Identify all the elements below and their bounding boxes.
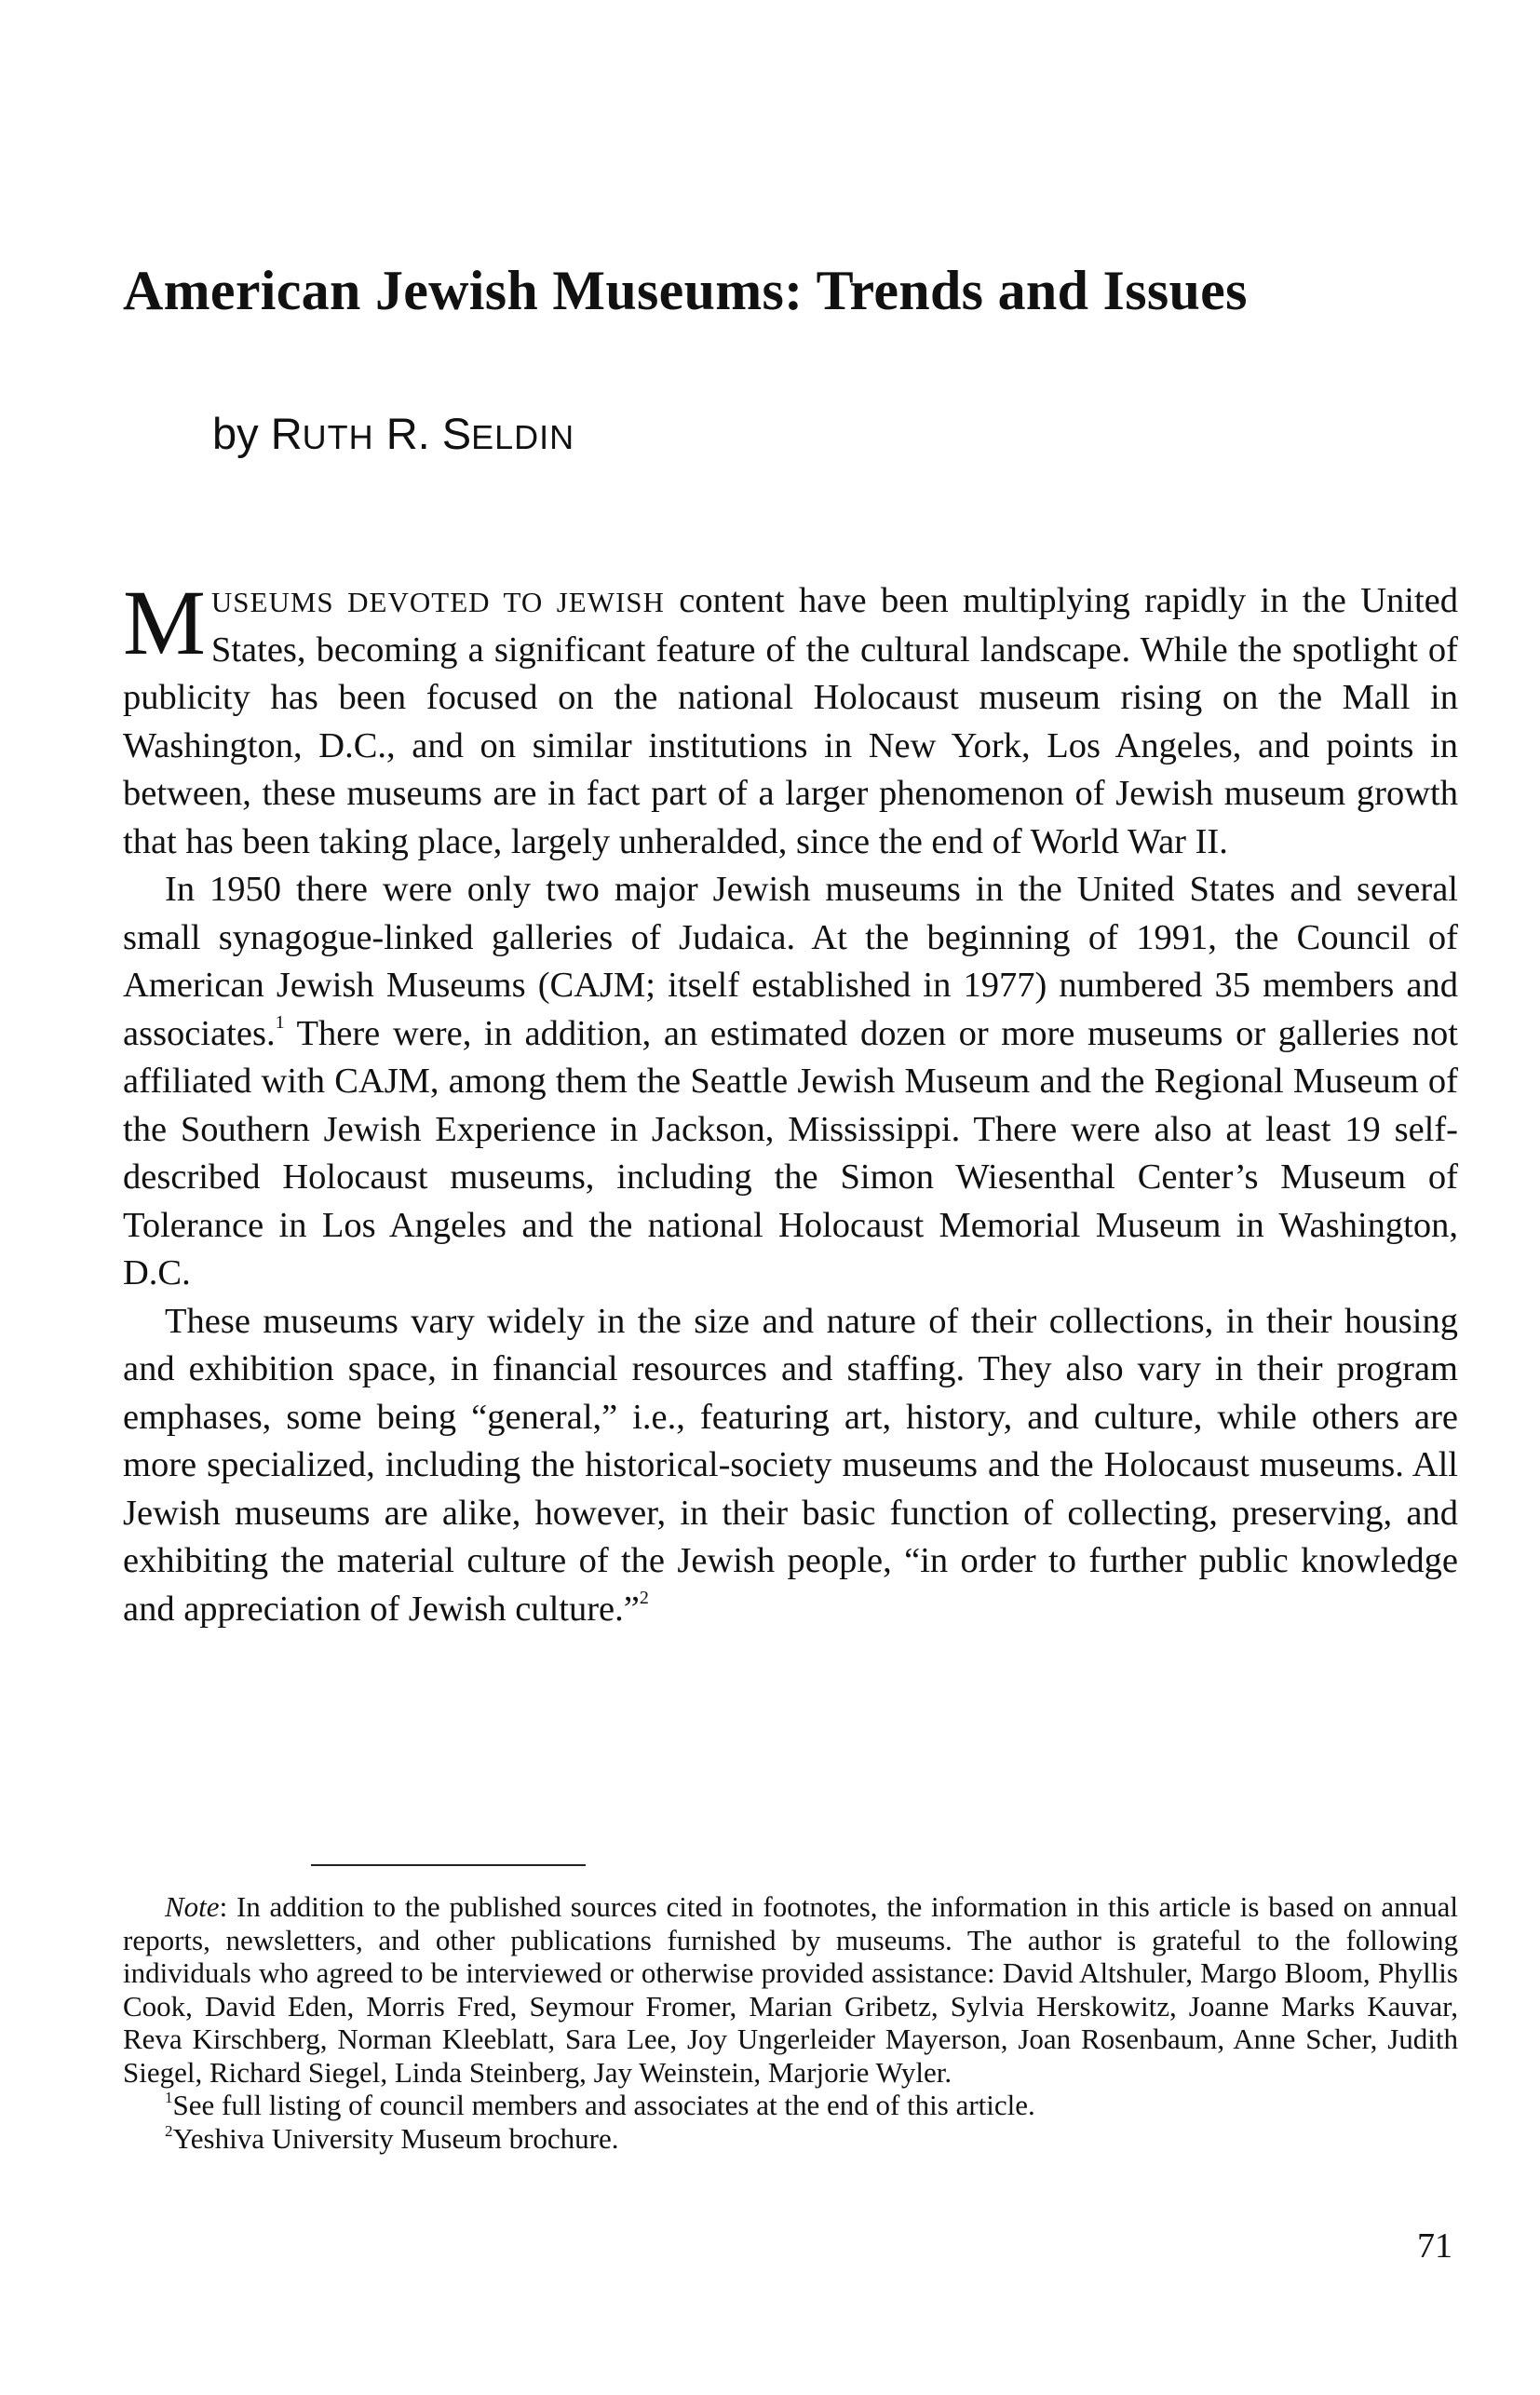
paragraph-text: There were, in addition, an estimated dozen or more museums or galleries not affiliated with CAJM, among them the Seattle Jewish Museum and the Regional Museum of the Southern Jewish Experience in Jackson, Mississippi. There were also at least 19 self-described Holocaust museums, including the Simon Wiesenthal Center’s Museum of Tolerance in Los Angeles and the national Holocaust Memorial Museum in Washington, D.C.	[123, 1013, 1458, 1292]
notes-section	[123, 1890, 1458, 2155]
note-label: Note	[165, 1890, 220, 1923]
note-text: : In addition to the published sources cited in footnotes, the information in this article is based on annual reports, newsletters, and other publications furnished by museums. The author is grateful to the following individuals who agreed to be interviewed or otherwise provided assistance: David Altshuler, Margo Bloom, Phyllis Cook, David Eden, Morris Fred, Seymour Fromer, Marian Gribetz, Sylvia Herskowitz, Joanne Marks Kauvar, Reva Kirschberg, Norman Kleeblatt, Sara Lee, Joy Ungerleider Mayerson, Joan Rosenbaum, Anne Scher, Judith Siegel, Richard Siegel, Linda Steinberg, Jay Weinstein, Marjorie Wyler.	[123, 1890, 1458, 2089]
byline	[212, 408, 574, 464]
opening-small-caps: USEUMS DEVOTED TO JEWISH	[210, 586, 665, 618]
paragraph-text: These museums vary widely in the size and nature of their collections, in their housing and exhibition space, in financial resources and staffing. They also vary in their program emphases, some being “general,” i.e., featuring art, history, and culture, while others are more specialized, including the historical-society museums and the Holocaust museums. All Jewish museums are alike, however, in their basic function of collecting, preserving, and exhibiting the material culture of the Jewish people, “in order to further public knowledge and appreciation of Jewish culture.”	[123, 1301, 1458, 1629]
author-name	[271, 409, 574, 458]
footnote	[123, 2122, 1458, 2156]
footnote-marker: 2	[639, 1587, 649, 1608]
body-paragraph	[123, 866, 1458, 1298]
paragraph-text: content have been multiplying rapidly in the United States, becoming a significant feature of the cultural landscape. While the spotlight of publicity has been focused on the national Holocaust museum rising on the Mall in Washington, D.C., and on similar institutions in New York, Los Angeles, and points in between, these museums are in fact part of a larger phenomenon of Jewish museum growth that has been taking place, largely unheralded, since the end of World War II.	[123, 581, 1458, 861]
footnote-text: See full listing of council members and associates at the end of this article.	[172, 2089, 1035, 2121]
author-initial-first: R	[270, 409, 303, 458]
footnote-number: 1	[165, 2089, 173, 2106]
article-body	[123, 571, 1458, 1633]
footnote-number: 2	[165, 2121, 173, 2140]
page-number: 71	[1417, 2226, 1452, 2266]
body-paragraph	[123, 571, 1458, 866]
footnote-marker: 1	[275, 1011, 285, 1033]
drop-cap: M	[123, 571, 206, 674]
author-first-rest: UTH	[302, 418, 374, 456]
byline-prefix: by	[212, 409, 259, 458]
author-note	[123, 1890, 1458, 2089]
footnote-divider	[311, 1864, 586, 1866]
author-last-rest: ELDIN	[471, 418, 575, 456]
footnote	[123, 2089, 1458, 2122]
body-paragraph	[123, 1298, 1458, 1634]
article-title: American Jewish Museums: Trends and Issues	[123, 260, 1248, 321]
footnote-text: Yeshiva University Museum brochure.	[172, 2121, 619, 2155]
paragraph-text: In 1950 there were only two major Jewish museums in the United States and several small synagogue-linked galleries of Judaica. At the beginning of 1991, the Council of American Jewish Museums (CAJM; itself established in 1977) numbered 35 members and associates.	[123, 870, 1458, 1053]
author-middle-last-initial: R. S	[385, 409, 472, 458]
